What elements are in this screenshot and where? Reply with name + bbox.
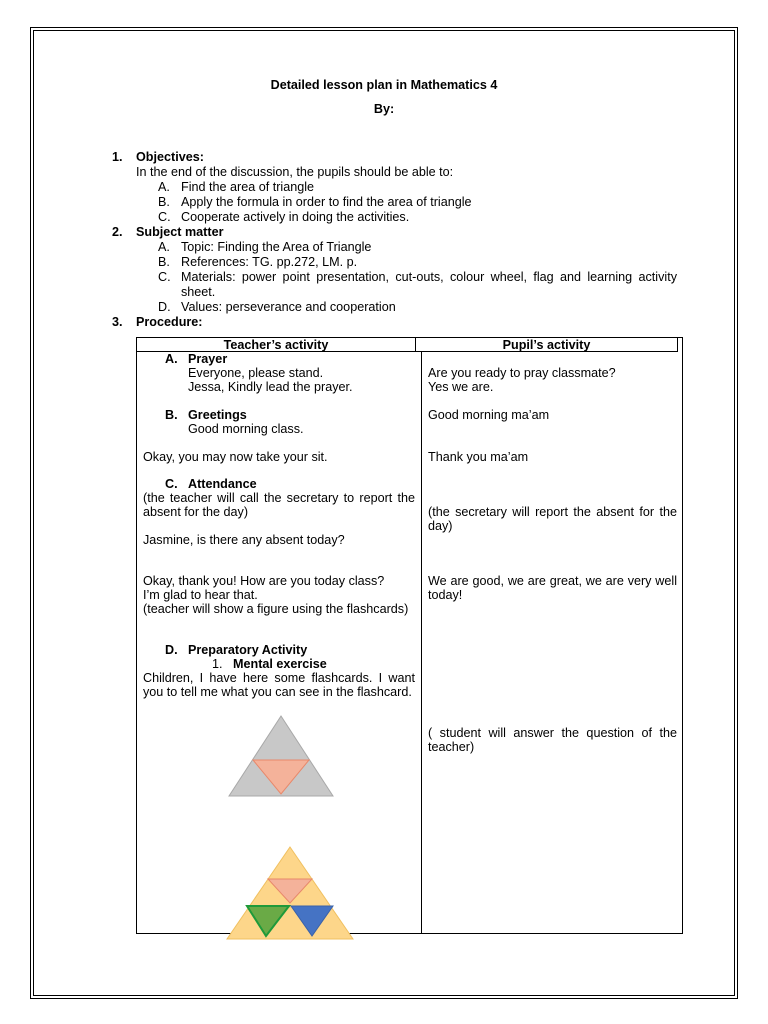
pupil-answer: ( student will answer the question of the teacher) (428, 726, 677, 754)
objectives-number: 1. (112, 150, 123, 164)
prayer-line: Jessa, Kindly lead the prayer. (188, 380, 353, 394)
prep-letter: D. (165, 643, 178, 657)
prep-heading: Preparatory Activity (188, 643, 308, 657)
objectives-heading: Objectives: (136, 150, 204, 164)
greetings-letter: B. (165, 408, 178, 422)
prayer-letter: A. (165, 352, 178, 366)
pupil-ready: Are you ready to pray classmate? (428, 366, 616, 380)
header-pupil-activity: Pupil’s activity (502, 338, 591, 352)
mental-heading: Mental exercise (233, 657, 327, 671)
subject-materials: Materials: power point presentation, cut-outs, colour wheel, flag and learning activity sheet. (181, 270, 677, 299)
subject-letter: C. (158, 270, 171, 284)
objective-letter: B. (158, 195, 170, 209)
procedure-heading: Procedure: (136, 315, 203, 329)
pupil-report: (the secretary will report the absent for the day) (428, 505, 677, 533)
attendance-heading: Attendance (188, 477, 257, 491)
subject-references: References: TG. pp.272, LM. p. (181, 255, 358, 269)
attendance-note: (the teacher will call the secretary to report the absent for the day) (143, 491, 415, 519)
objective-letter: C. (158, 210, 171, 224)
flashcard-triangle-colored (224, 845, 356, 941)
subject-letter: D. (158, 300, 171, 314)
prayer-line: Everyone, please stand. (188, 366, 324, 380)
objective-item: Find the area of triangle (181, 180, 315, 194)
subject-letter: A. (158, 240, 170, 254)
glad-line: I’m glad to hear that. (143, 588, 258, 602)
pupil-feeling: We are good, we are great, we are very well today! (428, 574, 677, 602)
procedure-number: 3. (112, 315, 123, 329)
objectives-intro: In the end of the discussion, the pupils should be able to: (136, 165, 454, 179)
mental-number: 1. (212, 657, 223, 671)
header-teacher-activity: Teacher’s activity (223, 338, 329, 352)
column-divider (421, 352, 422, 934)
sit-line: Okay, you may now take your sit. (143, 450, 328, 464)
subject-values: Values: perseverance and cooperation (181, 300, 396, 314)
subject-matter-heading: Subject matter (136, 225, 224, 239)
flashcards-instruction: Children, I have here some flashcards. I want you to tell me what you can see in the flashcard. (143, 671, 415, 699)
author-line: By: (373, 102, 395, 116)
pupil-yes: Yes we are. (428, 380, 494, 394)
greetings-heading: Greetings (188, 408, 247, 422)
prayer-heading: Prayer (188, 352, 228, 366)
thanks-line: Okay, thank you! How are you today class? (143, 574, 385, 588)
subject-matter-number: 2. (112, 225, 123, 239)
objective-letter: A. (158, 180, 170, 194)
objective-item: Apply the formula in order to find the area of triangle (181, 195, 472, 209)
greetings-line: Good morning class. (188, 422, 304, 436)
document-title: Detailed lesson plan in Mathematics 4 (270, 78, 498, 92)
attendance-question: Jasmine, is there any absent today? (143, 533, 345, 547)
pupil-thank-you: Thank you ma’am (428, 450, 529, 464)
objective-item: Cooperate actively in doing the activities. (181, 210, 410, 224)
flashcard-triangle-gray (226, 714, 336, 798)
show-figure-note: (teacher will show a figure using the flashcards) (143, 602, 409, 616)
pupil-good-morning: Good morning ma’am (428, 408, 550, 422)
subject-topic: Topic: Finding the Area of Triangle (181, 240, 372, 254)
attendance-letter: C. (165, 477, 178, 491)
subject-letter: B. (158, 255, 170, 269)
